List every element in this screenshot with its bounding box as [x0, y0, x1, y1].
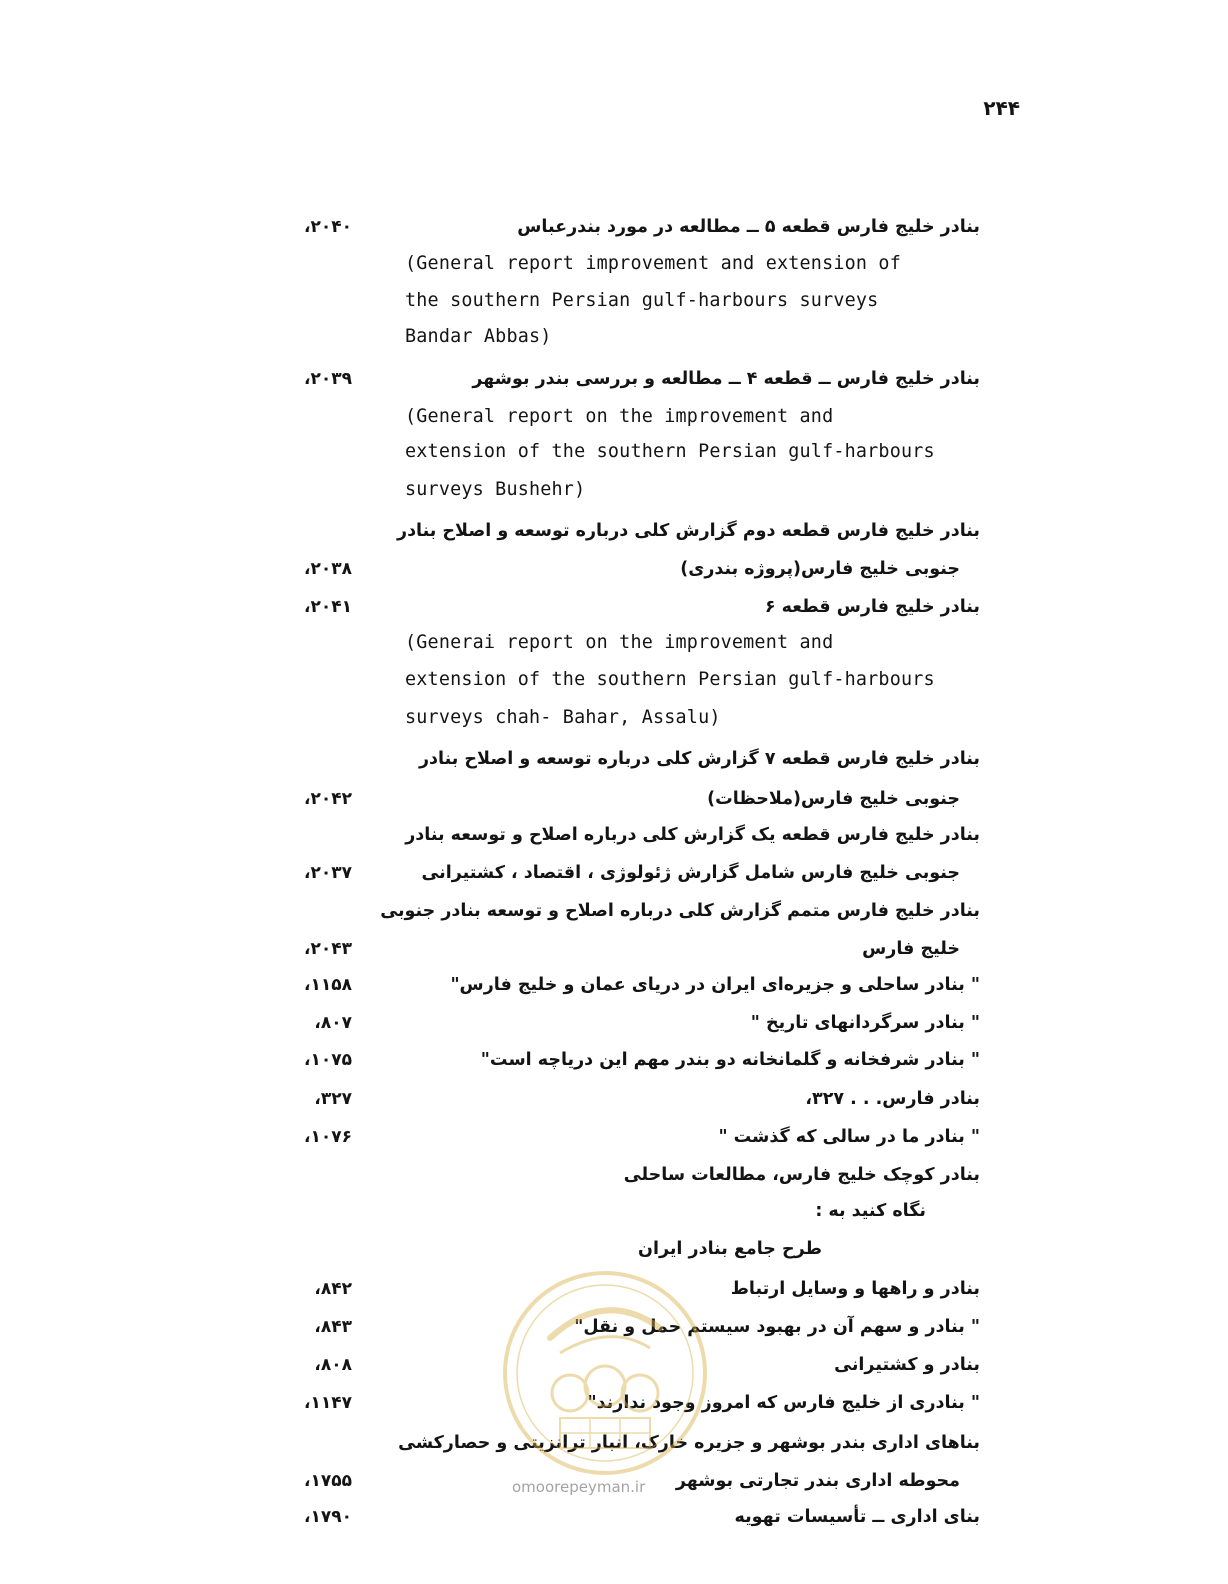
entry-title-fa: بنادر خلیج فارس قطعه دوم گزارش کلی درباره توسعه و اصلاح بنادر: [397, 521, 980, 541]
entry-title-fa: " بنادر ما در سالی که گذشت ": [718, 1127, 980, 1147]
entry-title-fa: بنادر کوچک خلیج فارس، مطالعات ساحلی: [623, 1165, 980, 1185]
page-number: ۲۴۴: [983, 96, 1020, 120]
entry-ref-number: ۸۴۳،: [314, 1317, 352, 1337]
entry-ref-number: ۲۰۳۷،: [304, 863, 352, 883]
entry-ref-number: ۲۰۴۳،: [304, 939, 352, 959]
entry-title-fa-continued: جنوبی خلیج فارس(ملاحظات): [707, 789, 960, 809]
entry-title-fa: بنادر خلیج فارس قطعه ۷ گزارش کلی درباره توسعه و اصلاح بنادر: [418, 749, 980, 769]
entry-ref-number: ۱۱۵۸،: [304, 975, 352, 995]
watermark-logo: [500, 1268, 710, 1478]
entry-ref-number: ۳۲۷،: [314, 1089, 352, 1109]
watermark-site-text: omoorepeyman.ir: [512, 1478, 646, 1496]
entry-title-fa: بنای اداری ــ تأسیسات تهویه: [734, 1507, 980, 1527]
entry-title-en: surveys Bushehr): [405, 479, 586, 500]
entry-title-en: surveys chah- Bahar, Assalu): [405, 707, 721, 728]
entry-title-en: (General report improvement and extension of: [405, 253, 901, 274]
entry-ref-number: ۱۱۴۷،: [304, 1393, 352, 1413]
entry-title-fa: بناهای اداری بندر بوشهر و جزیره خارک، انبار ترانزیتی و حصارکشی: [398, 1433, 980, 1453]
entry-title-fa-continued: محوطه اداری بندر تجارتی بوشهر: [675, 1471, 960, 1491]
entry-title-en: extension of the southern Persian gulf-harbours: [405, 669, 935, 690]
entry-title-fa: بنادر خلیج فارس متمم گزارش کلی درباره اصلاح و توسعه بنادر جنوبی: [380, 901, 980, 921]
entry-ref-number: ۲۰۳۹،: [304, 369, 352, 389]
entry-title-fa-continued: جنوبی خلیج فارس شامل گزارش ژئولوژی ، اقتصاد ، کشتیرانی: [421, 863, 960, 883]
entry-ref-number: ۱۷۵۵،: [304, 1471, 352, 1491]
entry-title-en: Bandar Abbas): [405, 326, 552, 347]
entry-title-fa: بنادر خلیج فارس قطعه ۶: [764, 597, 980, 617]
entry-title-fa: بنادر خلیج فارس قطعه یک گزارش کلی درباره اصلاح و توسعه بنادر: [405, 825, 980, 845]
entry-ref-number: ۱۷۹۰،: [304, 1507, 352, 1527]
entry-title-fa: بنادر و کشتیرانی: [834, 1355, 980, 1375]
entry-ref-number: ۸۰۸،: [314, 1355, 352, 1375]
see-also-label: نگاه کنید به :: [815, 1201, 926, 1221]
entry-ref-number: ۲۰۴۰،: [304, 217, 352, 237]
entry-title-en: extension of the southern Persian gulf-harbours: [405, 441, 935, 462]
entry-title-fa: بنادر خلیج فارس قطعه ۵ ــ مطالعه در مورد بندرعباس: [517, 217, 980, 237]
entry-ref-number: ۸۰۷،: [314, 1013, 352, 1033]
entry-title-fa-continued: خلیج فارس: [862, 939, 960, 959]
entry-title-en: (General report on the improvement and: [405, 406, 834, 427]
entry-ref-number: ۱۰۷۶،: [304, 1127, 352, 1147]
entry-title-fa: بنادر و راهها و وسایل ارتباط: [730, 1279, 980, 1299]
entry-title-en: (Generai report on the improvement and: [405, 632, 834, 653]
entry-title-fa: " بنادر سرگردانهای تاریخ ": [750, 1013, 980, 1033]
entry-title-fa: بنادر خلیج فارس ــ قطعه ۴ ــ مطالعه و بررسی بندر بوشهر: [472, 369, 980, 389]
entry-ref-number: ۲۰۳۸،: [304, 559, 352, 579]
see-also-target: طرح جامع بنادر ایران: [638, 1239, 822, 1259]
entry-title-fa: " بنادر ساحلی و جزیره‌ای ایران در دریای عمان و خلیج فارس": [450, 975, 980, 995]
entry-title-fa-continued: جنوبی خلیج فارس(پروژه بندری): [680, 559, 960, 579]
entry-title-fa: بنادر فارس. . . ۳۲۷،: [805, 1089, 980, 1109]
entry-ref-number: ۸۴۲،: [314, 1279, 352, 1299]
entry-title-fa: " بنادری از خلیج فارس که امروز وجود ندارند": [587, 1393, 980, 1413]
entry-title-fa: " بنادر و سهم آن در بهبود سیستم حمل و نقل": [574, 1317, 980, 1337]
entry-ref-number: ۲۰۴۲،: [304, 789, 352, 809]
entry-ref-number: ۱۰۷۵،: [304, 1050, 352, 1070]
entry-title-en: the southern Persian gulf-harbours surveys: [405, 290, 879, 311]
entry-ref-number: ۲۰۴۱،: [304, 597, 352, 617]
entry-title-fa: " بنادر شرفخانه و گلمانخانه دو بندر مهم این دریاچه است": [480, 1050, 980, 1070]
